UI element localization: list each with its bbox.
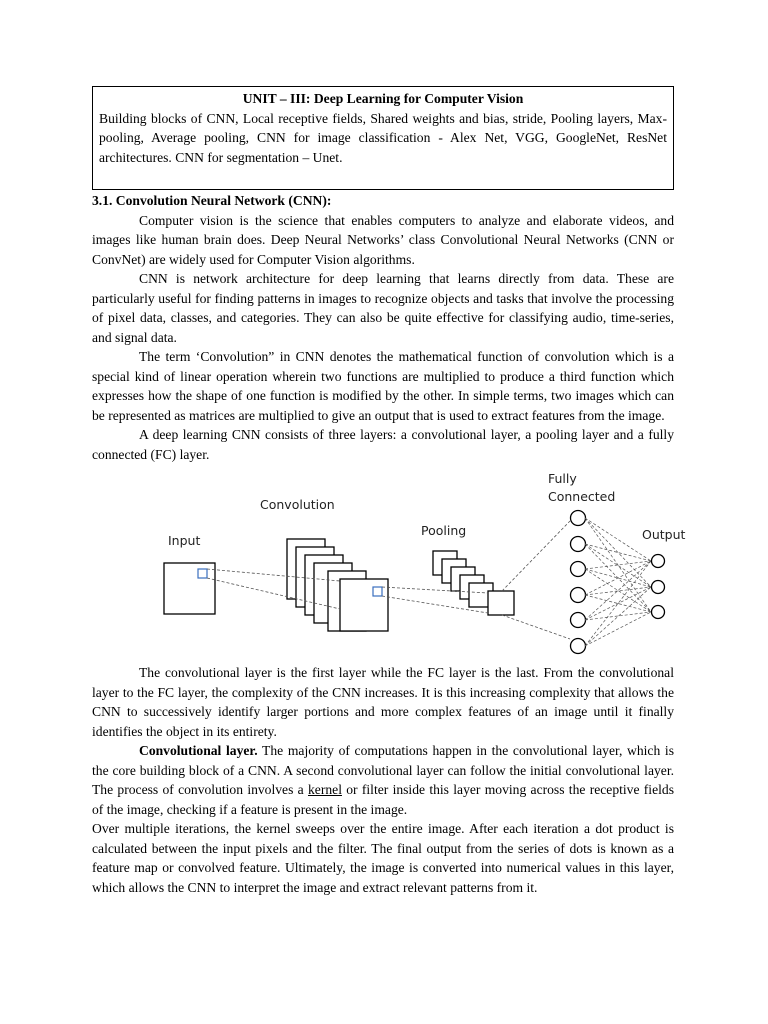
conv-layer-text-b: or filter inside this layer moving across the receptive fields of the image, checking if a feature is present in the image.	[92, 782, 674, 817]
fc-output-link	[585, 612, 651, 620]
paragraph-cnn-architecture: CNN is network architecture for deep learning that learns directly from data. These are particularly useful for finding patterns in images to recognize objects and tasks that involve the processing of pixel data, classes, and categories. They can also be quite effective for classifying audio, time-series, and signal data.	[92, 271, 674, 345]
fc-node-4	[571, 588, 586, 603]
kernel-link[interactable]: kernel	[308, 782, 342, 797]
label-convolution: Convolution	[260, 497, 335, 512]
fc-node-5	[571, 613, 586, 628]
fc-output-link	[585, 561, 651, 595]
fc-output-link	[585, 587, 651, 595]
paragraph-layer-order: The convolutional layer is the first layer while the FC layer is the last. From the convolutional layer to the FC layer, the complexity of the CNN increases. It is this increasing complexity that allows the CNN to successively identify larger portions and more complex features of an image until it finally identifies the object in its entirety.	[92, 665, 674, 739]
output-node-2	[652, 581, 665, 594]
label-connected: Connected	[548, 489, 616, 504]
paragraph-three-layers: A deep learning CNN consists of three layers: a convolutional layer, a pooling layer and a fully connected (FC) layer.	[92, 427, 674, 462]
label-input: Input	[168, 533, 201, 548]
fc-output-link	[585, 569, 651, 612]
pool-map-6	[488, 591, 514, 615]
paragraph-convolutional-layer	[92, 741, 674, 819]
cnn-diagram-svg	[92, 469, 686, 661]
label-fully: Fully	[548, 471, 577, 486]
unit-summary-box	[92, 86, 674, 190]
paragraph-convolution-term: The term ‘Convolution” in CNN denotes the mathematical function of convolution which is a special kind of linear operation wherein two functions are multiplied to produce a third function which expresses how the shape of one function is modified by the other. In simple terms, two images which can be represented as matrices are multiplied to give an output that is used to extract features from the image.	[92, 349, 674, 423]
fc-output-link	[585, 612, 651, 646]
conv-layer-text-a: The majority of computations happen in the convolutional layer, which is the core building block of a CNN. A second convolutional layer can follow the initial convolutional layer. The process of convolution involves a	[92, 743, 674, 797]
paragraph-iterations: Over multiple iterations, the kernel sweeps over the entire image. After each iteration a dot product is calculated between the input pixels and the filter. The final output from the series of dots is known as a feature map or convolved feature. Ultimately, the image is converted into numerical values in this layer, which allows the CNN to interpret the image and extract relevant patterns from it.	[92, 821, 674, 895]
output-node-3	[652, 606, 665, 619]
term-convolutional-layer: Convolutional layer.	[139, 743, 258, 758]
label-pooling: Pooling	[421, 523, 467, 538]
fc-node-1	[571, 511, 586, 526]
unit-description: Building blocks of CNN, Local receptive fields, Shared weights and bias, stride, Pooling layers, Max-pooling, Average pooling, CNN for image classification - Alex Net, VGG, GoogleNet, ResNet architectures. CNN for segmentation – Unet.	[99, 110, 667, 165]
paragraph-computer-vision: Computer vision is the science that enables computers to analyze and elaborate videos, and images like human brain does. Deep Neural Networks’ class Convolutional Neural Networks (CNN or ConvNet) are widely used for Computer Vision algorithms.	[92, 212, 674, 267]
fc-output-link	[585, 587, 651, 646]
section-heading: 3.1. Convolution Neural Network (CNN):	[92, 193, 332, 208]
cnn-architecture-diagram	[92, 469, 686, 661]
unit-title: UNIT – III: Deep Learning for Computer Vision	[242, 91, 524, 106]
label-output: Output	[642, 527, 686, 542]
fc-node-6	[571, 639, 586, 654]
fc-output-link	[585, 587, 651, 620]
fc-node-3	[571, 562, 586, 577]
fc-node-2	[571, 537, 586, 552]
output-node-1	[652, 555, 665, 568]
document-page	[92, 86, 686, 897]
fc-output-link	[585, 561, 651, 620]
